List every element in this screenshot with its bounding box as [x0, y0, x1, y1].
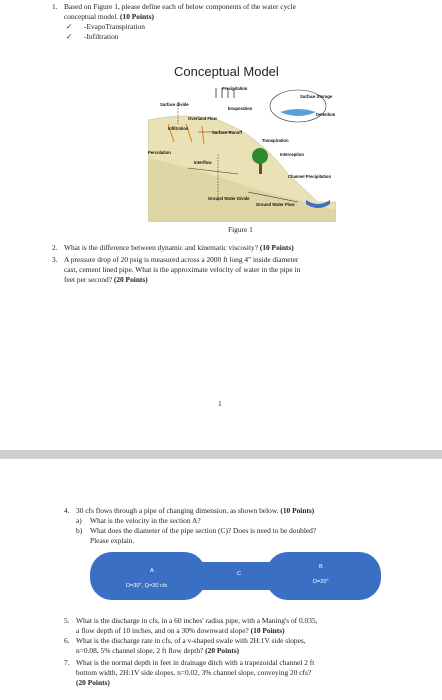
label-infiltration: Infiltration [168, 126, 189, 131]
q1-line1: Based on Figure 1, please define each of below components of the water cycle [64, 2, 296, 11]
label-detention: Detention [316, 112, 336, 117]
pipe-section-a [90, 552, 206, 600]
label-surface-divide: Surface divide [160, 102, 189, 107]
pipe-section-c [200, 562, 270, 590]
q5-line2 [76, 626, 285, 635]
pipe-label-c: C [237, 571, 242, 577]
q2-text [64, 243, 294, 252]
label-percolation: Percolation [148, 150, 171, 155]
q5-number: 5. [64, 616, 70, 625]
q1-line2 [64, 12, 154, 21]
pipe-section-b [266, 552, 381, 600]
q7-line2: bottom width, 2H:1V side slopes, n=0.02, 3% channel slope, conveying 20 cfs? [76, 668, 312, 677]
q5-points: (10 Points) [250, 626, 285, 635]
check-icon: ✓ [66, 22, 73, 31]
pipe-text-b: D=20" [313, 579, 329, 585]
q1-item-infiltration: -Infiltration [84, 32, 119, 41]
label-channel-precipitation: Channel Precipitation [288, 174, 332, 179]
page-separator [0, 450, 442, 459]
check-icon: ✓ [66, 32, 73, 41]
q4-text [76, 506, 314, 515]
conceptual-model-figure [148, 62, 336, 222]
q6-line1: What is the discharge rate in cfs, of a v-shaped swale with 2H:1V side slopes, [76, 636, 306, 645]
label-transpiration: Transpiration [262, 138, 289, 143]
q2-body: What is the difference between dynamic and kinematic viscosity? [64, 243, 260, 252]
label-surface-runoff: Surface Runoff [212, 130, 243, 135]
q3-line1: A pressure drop of 20 psig is measured across a 2000 ft long 4" inside diameter [64, 255, 299, 264]
q3-number: 3. [52, 255, 58, 264]
q1-number: 1. [52, 2, 58, 11]
label-overland-flow: Overland Flow [188, 116, 217, 121]
label-precipitation: Precipitation [222, 86, 248, 91]
q4b-text2: Please explain. [90, 536, 135, 545]
label-evaporation: Evaporation [228, 106, 253, 111]
pipe-label-a: A [150, 568, 154, 574]
q4b-label: b) [76, 526, 83, 535]
q6-points: (20 Points) [205, 646, 240, 655]
q4a-label: a) [76, 516, 82, 525]
figure-title: Conceptual Model [174, 64, 279, 79]
q6-line2 [76, 646, 239, 655]
q3-line3 [64, 275, 148, 284]
q4-number: 4. [64, 506, 70, 515]
q4-body: 30 cfs flows through a pipe of changing dimension, as shown below. [76, 506, 281, 515]
label-interception: Interception [280, 152, 304, 157]
q7-line1: What is the normal depth in feet in drainage ditch with a trapezoidal channel 2 ft [76, 658, 315, 667]
q1-points: (10 Points) [120, 12, 154, 21]
label-ground-water-divide: Ground Water Divide [208, 196, 250, 201]
q5-line1: What is the discharge in cfs, in a 60 inches' radius pipe, with a Maning's of 0.035, [76, 616, 318, 625]
document-page-2 [0, 459, 442, 700]
q7-number: 7. [64, 658, 70, 667]
q2-number: 2. [52, 243, 58, 252]
q2-points: (10 Points) [259, 243, 294, 252]
label-ground-water-flow: Ground Water Flow [256, 202, 295, 207]
q5-text: a flow depth of 10 inches, and on a 30% downward slope? [76, 626, 251, 635]
pipe-label-b: B [319, 564, 323, 570]
q1-item-evapotranspiration: -EvapoTranspiration [84, 22, 145, 31]
q4-points: (10 Points) [280, 506, 315, 515]
page-number: 1 [218, 399, 222, 408]
q1-text: conceptual model. [64, 12, 121, 21]
q4b-text: What does the diameter of the pipe section (C)? Does is need to be doubled? [90, 526, 317, 535]
q3-line2: cast, cement lined pipe. What is the approximate velocity of water in the pipe in [64, 265, 301, 274]
q4a-text: What is the velocity in the section A? [90, 516, 201, 525]
label-interflow: Interflow [194, 160, 212, 165]
q6-number: 6. [64, 636, 70, 645]
figure-caption: Figure 1 [228, 225, 253, 234]
pipe-text-a: D=30", Q=30 cfs [126, 583, 168, 589]
label-surface-storage: Surface Storage [300, 94, 333, 99]
q7-points: (20 Points) [76, 678, 110, 687]
q3-points: (20 Points) [113, 275, 148, 284]
q6-text: n=0.08, 5% channel slope, 2 ft flow depth? [76, 646, 206, 655]
q3-text: feet per second? [64, 275, 114, 284]
